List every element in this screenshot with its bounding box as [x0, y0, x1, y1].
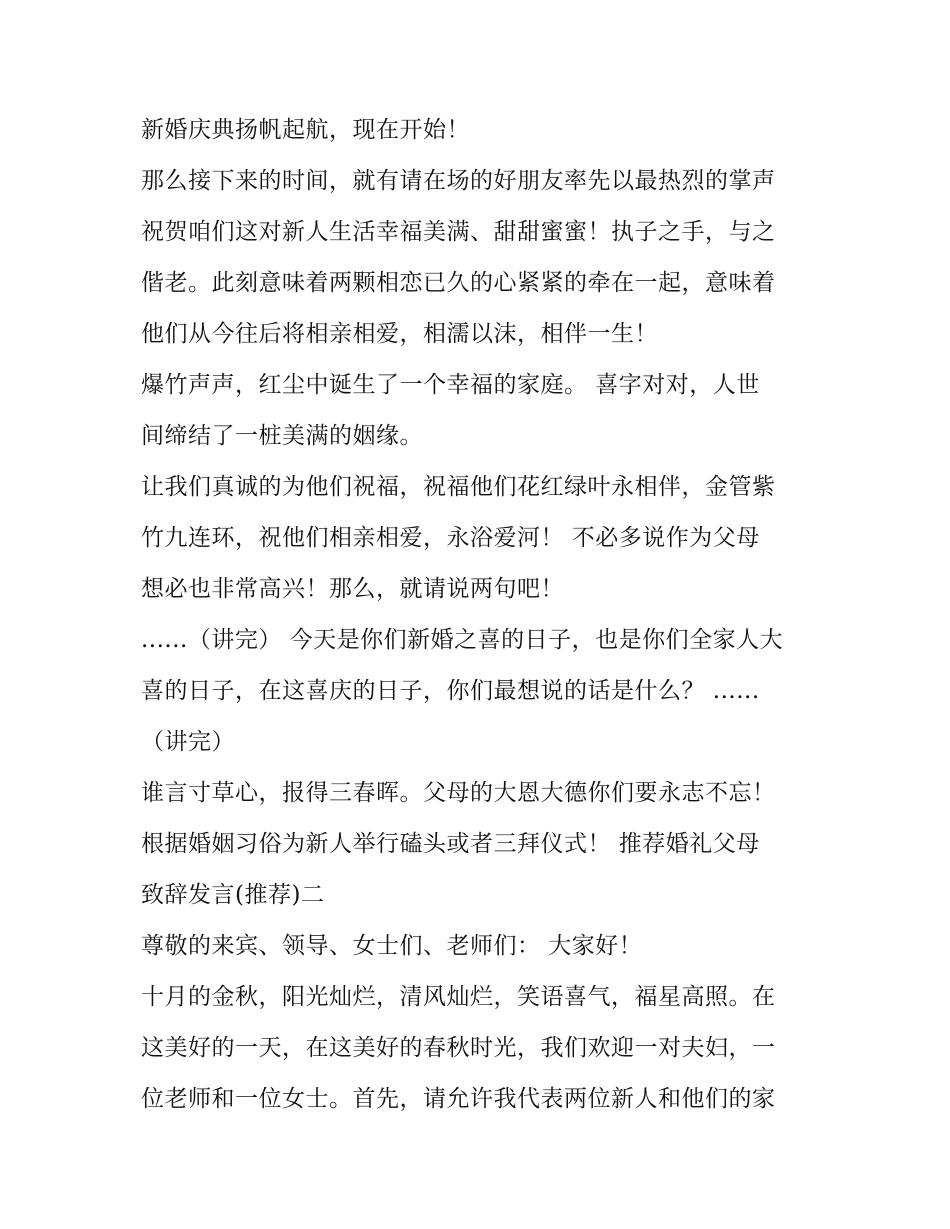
text-line: 喜的日子，在这喜庆的日子，你们最想说的话是什么？ ...... [141, 678, 760, 704]
text-line: 那么接下来的时间，就有请在场的好朋友率先以最热烈的掌声 [141, 168, 776, 194]
text-line: 位老师和一位女士。首先，请允许我代表两位新人和他们的家 [141, 1086, 776, 1112]
text-line: ......（讲完） 今天是你们新婚之喜的日子，也是你们全家人大 [141, 627, 784, 653]
text-line: 间缔结了一桩美满的姻缘。 [141, 423, 423, 449]
text-line: 谁言寸草心，报得三春晖。父母的大恩大德你们要永志不忘！ [141, 780, 776, 806]
text-line: 偕老。此刻意味着两颗相恋已久的心紧紧的牵在一起，意味着 [141, 270, 776, 296]
text-line: 十月的金秋，阳光灿烂，清风灿烂，笑语喜气，福星高照。在 [141, 984, 776, 1010]
text-line: 致辞发言(推荐)二 [141, 882, 325, 908]
text-line: 竹九连环，祝他们相亲相爱，永浴爱河！ 不必多说作为父母 [141, 525, 760, 551]
text-line: （讲完） [141, 729, 235, 755]
text-line: 根据婚姻习俗为新人举行磕头或者三拜仪式！ 推荐婚礼父母 [141, 831, 760, 857]
text-line: 尊敬的来宾、领导、女士们、老师们： 大家好！ [141, 933, 643, 959]
text-line: 想必也非常高兴！那么，就请说两句吧！ [141, 576, 564, 602]
text-line: 爆竹声声，红尘中诞生了一个幸福的家庭。 喜字对对，人世 [141, 372, 760, 398]
text-line: 这美好的一天，在这美好的春秋时光，我们欢迎一对夫妇，一 [141, 1035, 776, 1061]
text-line: 新婚庆典扬帆起航，现在开始！ [141, 117, 470, 143]
text-line: 祝贺咱们这对新人生活幸福美满、甜甜蜜蜜！执子之手，与之 [141, 219, 776, 245]
text-line: 让我们真诚的为他们祝福，祝福他们花红绿叶永相伴，金管紫 [141, 474, 776, 500]
text-line: 他们从今往后将相亲相爱，相濡以沫，相伴一生！ [141, 321, 658, 347]
